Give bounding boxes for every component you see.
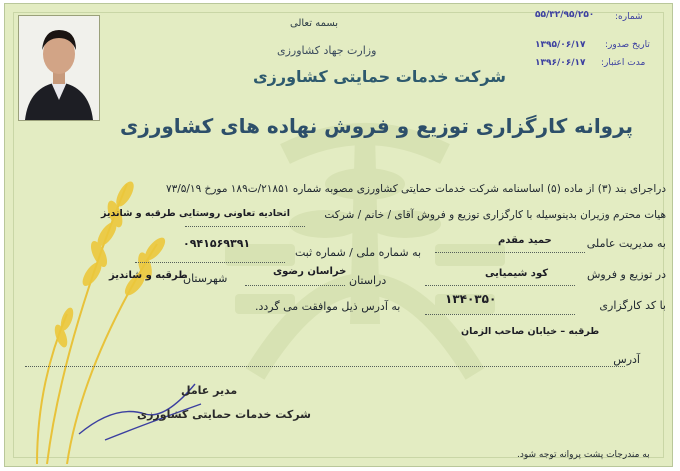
line5-approval: به آدرس ذیل موافقت می گردد.: [255, 300, 401, 313]
body-line-1: دراجرای بند (۳) از ماده (۵) اساسنامه شرکت خدمات حمایتی کشاورزی مصوبه شماره ۲۱۸۵۱/ت۱۸۹ مورخ ۷۳/۵/۱۹: [165, 183, 666, 195]
issue-date-label: تاریخ صدور:: [605, 40, 650, 50]
line4-distribution-label: در توزیع و فروش: [586, 268, 666, 281]
issue-date-value: ۱۳۹۵/۰۶/۱۷: [535, 40, 586, 50]
address-value: طرقبه – خیابان صاحب الزمان: [461, 326, 600, 337]
line3-manager-label: به مدیریت عاملی: [586, 237, 666, 250]
validity-label: مدت اعتبار:: [601, 58, 646, 68]
body-line-2: هیات محترم وزیران بدینوسیله با کارگزاری توزیع و فروش آقای / خانم / شرکت: [324, 209, 666, 221]
line4-province-label: دراستان: [349, 274, 387, 287]
company-fill: اتحادیه تعاونی روستایی طرقبه و شاندیز: [101, 208, 290, 219]
province-value: خراسان رضوی: [273, 266, 347, 277]
line3-id-label: به شماره ملی / شماره ثبت: [295, 246, 422, 259]
city-value: طرقبه و شاندیز: [109, 270, 188, 281]
address-label: آدرس: [613, 353, 640, 366]
number-label: شماره:: [615, 12, 643, 22]
basmala: بسمه تعالی: [290, 18, 339, 29]
validity-value: ۱۳۹۶/۰۶/۱۷: [535, 58, 586, 68]
signature-title: مدیر عامل: [181, 384, 238, 397]
line5-code-label: با کد کارگزاری: [599, 299, 666, 312]
number-value: ۵۵/۳۲/۹۵/۲۵۰: [535, 10, 595, 20]
certificate-title: پروانه کارگزاری توزیع و فروش نهاده های کشاورزی: [120, 114, 634, 138]
national-id: ۰۹۴۱۵۶۹۳۹۱: [183, 237, 251, 250]
signature-company: شرکت خدمات حمایتی کشاورزی: [137, 408, 311, 421]
ministry-name: وزارت جهاد کشاورزی: [277, 44, 377, 57]
company-name: شرکت خدمات حمایتی کشاورزی: [253, 67, 507, 86]
applicant-photo: [18, 15, 100, 121]
line4-city-label: شهرستان: [183, 272, 228, 285]
agency-code: ۱۳۴۰۳۵۰: [445, 292, 497, 306]
manager-name: حمید مقدم: [498, 235, 552, 246]
certificate: [4, 3, 673, 467]
distribution-item: کود شیمیایی: [485, 268, 549, 279]
footer-note: به مندرجات پشت پروانه توجه شود.: [517, 450, 650, 460]
